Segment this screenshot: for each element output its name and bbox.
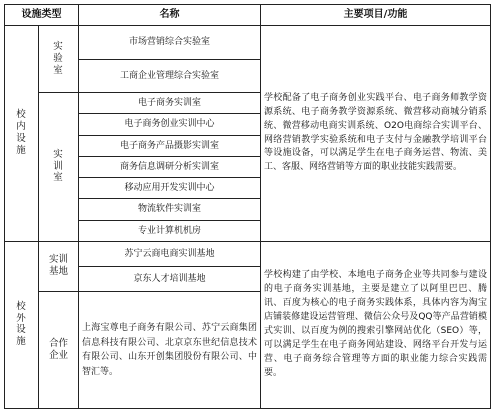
training-room-item: 商务信息调研分析实训室 <box>79 156 261 177</box>
table-row <box>5 241 491 266</box>
lab-item: 工商企业管理综合实验室 <box>79 59 261 92</box>
partner-label: 合作企业 <box>48 337 68 361</box>
lab-label: 实验室 <box>53 40 65 76</box>
training-room-label-cell <box>39 93 79 242</box>
lab-label-cell <box>39 26 79 93</box>
facilities-table <box>4 4 491 409</box>
on-campus-label: 校内设施 <box>16 109 28 156</box>
training-base-label-cell <box>39 241 79 292</box>
on-campus-description: 学校配备了电子商务创业实践平台、电子商务师教学资源系统、电子商务教学资源系统、微营移动商城分销系统、微营移动电商实训系统、O2O电商综合实训平台、网络营销教学实验系统和电子支付与金融教学培训平台等设施设备，可以满足学生在电子商务运营、物流、美工、客服、网络营销等方面的职业技能实践需要。 <box>261 26 491 242</box>
training-room-item: 移动应用开发实训中心 <box>79 178 261 199</box>
on-campus-label-cell <box>5 26 39 242</box>
training-room-item: 物流软件实训室 <box>79 199 261 220</box>
header-name: 名称 <box>79 5 261 26</box>
off-campus-label-cell <box>5 241 39 408</box>
training-room-item: 电子商务实训室 <box>79 93 261 114</box>
training-base-label: 实训基地 <box>48 254 68 278</box>
partner-label-cell <box>39 292 79 409</box>
table-row <box>5 26 491 59</box>
partner-list: 上海宝尊电子商务有限公司、苏宁云商集团信息科技有限公司、北京京东世纪信息技术有限公司、山东开创集团股份有限公司、中智汇等。 <box>79 292 261 409</box>
training-base-item: 苏宁云商电商实训基地 <box>79 241 261 266</box>
lab-item: 市场营销综合实验室 <box>79 26 261 59</box>
training-room-item: 电子商务创业实训中心 <box>79 114 261 135</box>
training-room-item: 专业计算机机房 <box>79 220 261 241</box>
off-campus-label: 校外设施 <box>16 300 28 348</box>
header-row <box>5 5 491 26</box>
training-room-item: 电子商务产品摄影实训室 <box>79 135 261 156</box>
training-room-label: 实训室 <box>53 148 65 184</box>
off-campus-description: 学校构建了由学校、本地电子商务企业等共同参与建设的电子商务实训基地，主要是建立了以阿里巴巴、腾讯、百度为核心的电子商务实践体系，具体内容为淘宝店铺装修建设运营管理、微信公众号及QQ等产品营销模式实训、以百度为例的搜索引擎网站优化（SEO）等，可以满足学生在电子商务网站建设、网络平台开发与运营、电子商务综合管理等方面的职业能力综合实践需要。 <box>261 241 491 408</box>
training-base-item: 京东人才培训基地 <box>79 267 261 292</box>
header-function: 主要项目/功能 <box>261 5 491 26</box>
header-type: 设施类型 <box>5 5 79 26</box>
